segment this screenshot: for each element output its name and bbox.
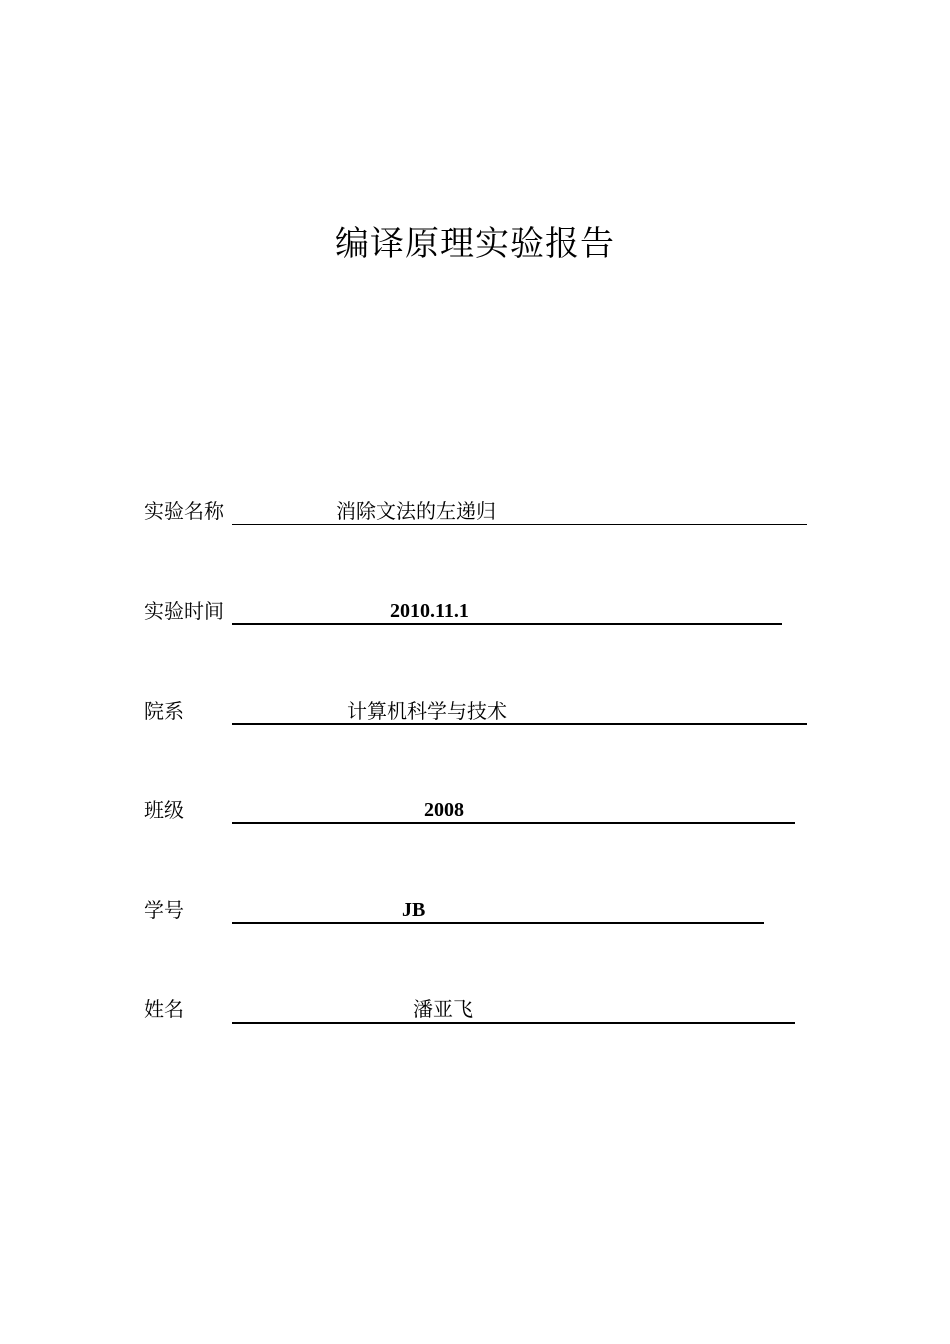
report-title: 编译原理实验报告 <box>335 224 615 264</box>
experiment-name-label: 实验名称 <box>144 499 224 523</box>
student-id-label: 学号 <box>144 898 184 922</box>
class-value: 2008 <box>424 799 464 821</box>
student-id-underline <box>232 922 764 924</box>
department-underline <box>232 723 807 725</box>
department-label: 院系 <box>144 699 184 723</box>
name-label: 姓名 <box>144 997 184 1021</box>
experiment-name-value: 消除文法的左递归 <box>336 499 496 523</box>
name-underline <box>232 1022 795 1024</box>
experiment-time-underline <box>232 623 782 625</box>
class-underline <box>232 822 795 824</box>
name-value: 潘亚飞 <box>413 997 473 1021</box>
experiment-time-label: 实验时间 <box>144 599 224 623</box>
class-label: 班级 <box>144 798 184 822</box>
student-id-value: JB <box>402 899 426 921</box>
experiment-time-value: 2010.11.1 <box>390 600 469 622</box>
department-value: 计算机科学与技术 <box>347 699 507 723</box>
experiment-name-underline <box>232 524 807 525</box>
